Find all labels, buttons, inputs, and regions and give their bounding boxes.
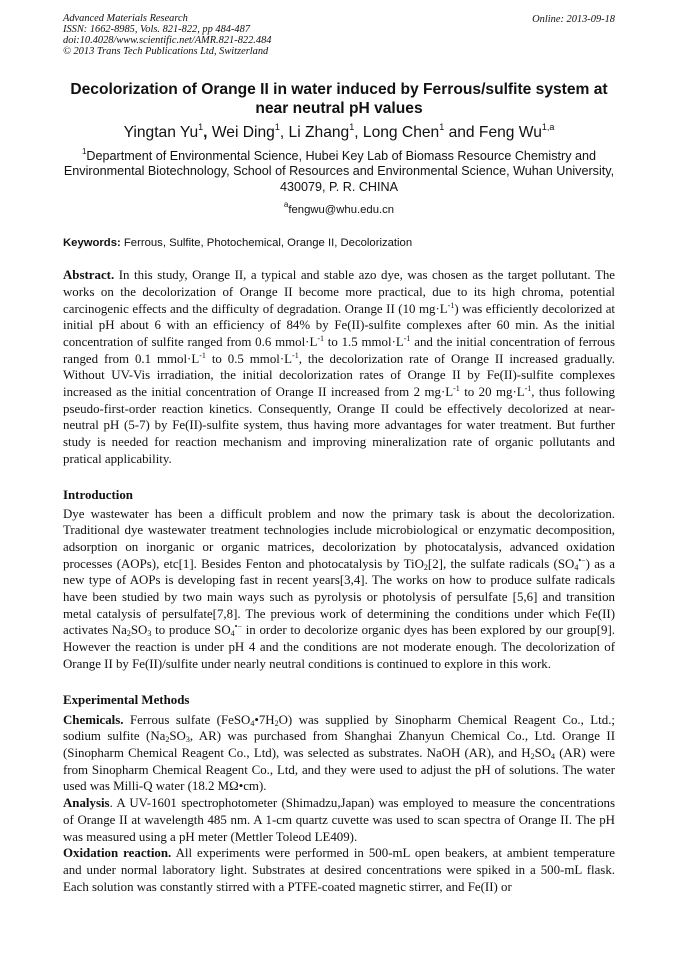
- introduction-paragraph: [63, 506, 615, 673]
- radical-mark: •−: [578, 555, 586, 565]
- email-address[interactable]: fengwu@whu.edu.cn: [288, 204, 395, 217]
- introduction-heading: Introduction: [63, 487, 133, 502]
- chemicals-text: •7H: [254, 712, 275, 727]
- author-affil-mark: 1: [349, 121, 355, 132]
- intro-text: in order to decolorize organic dyes has been explored by our group[9]. However the reaction is under pH 4 and the conditions are not moderate enough. The decolorization of Orange II by Fe(II)/sulfite under nearly neutral conditions is continued to explore in this work.: [63, 623, 615, 671]
- exponent: -1: [447, 300, 455, 310]
- exponent: -1: [199, 350, 206, 360]
- abstract-text: to 1.5 mmol·L: [324, 334, 404, 349]
- chemicals-text: O) was supplied by Sinopharm Chemical Reagent Co., Ltd.; sodium sulfite (Na: [63, 712, 616, 744]
- subscript: 2: [423, 562, 428, 572]
- abstract-text: to 20 mg·L: [459, 385, 525, 400]
- abstract-label: Abstract.: [63, 268, 115, 283]
- abstract-text: ) was efficiently decolorized at initial pH about 6 with an efficiency of 84% by Fe(II)-sulfite complexes after 60 min. As the initial concentration of sulfite ranged from 0.6 mmol·L: [63, 301, 616, 349]
- author-name: Feng Wu: [478, 123, 542, 141]
- exponent: -1: [453, 384, 460, 394]
- subscript: 2: [165, 735, 170, 745]
- author-name: Wei Ding: [211, 123, 275, 141]
- chemicals-text: (AR) were from Sinopharm Chemical Reagent Co., Ltd, and they were used to adjust the pH of solutions. The water used was Milli-Q water (18.2 MΩ•cm).: [63, 746, 616, 794]
- online-date: Online: 2013-09-18: [532, 14, 615, 25]
- author-affil-mark: 1: [274, 121, 280, 132]
- exponent: -1: [524, 384, 532, 394]
- abstract-text: In this study, Orange II, a typical and stable azo dye, was chosen as the target pollutant. The works on the decolorization of Orange II become more practical, due to its high chroma, potential carcinogenic effects and the difficulty of degradation. Orange II (10 mg·L: [63, 268, 615, 316]
- abstract-paragraph: [63, 267, 615, 467]
- subscript: 4: [250, 718, 255, 728]
- radical-mark: •−: [234, 622, 242, 632]
- chemicals-text: SO: [534, 746, 552, 760]
- paper-page: [63, 14, 615, 895]
- affiliation-mark: 1: [81, 146, 87, 156]
- chemicals-text: , AR) was purchased from Shanghai Zhanyun Chemical Co., Ltd. Orange II (Sinopharm Chemical Reagent Co., Ltd), was selected as substrates. NaOH (AR), and H: [63, 729, 615, 760]
- subscript: 4: [551, 752, 556, 761]
- exponent: -1: [317, 333, 324, 343]
- keywords-text: Ferrous, Sulfite, Photochemical, Orange II, Decolorization: [123, 237, 413, 250]
- author-affil-mark: 1,a: [541, 121, 555, 132]
- exponent: -1: [292, 350, 299, 360]
- subscript: 2: [530, 752, 535, 761]
- author-affil-mark: 1: [439, 121, 445, 132]
- chemicals-paragraph: [63, 712, 615, 796]
- intro-text: Dye wastewater has been a difficult problem and now the primary task is about the decolorization. Traditional dye wastewater treatment technologies include microbiological or enzymatic decomposition, adsorption on inorganic or organic matrices, decolorization by photocatalysis, advanced oxidation processes (AOPs), etc[1]. Besides Fenton and photocatalysis by TiO: [63, 506, 615, 571]
- email-mark: a: [283, 200, 289, 210]
- subscript: 4: [574, 562, 579, 572]
- abstract-text: , the decolorization rate of Orange II increased gradually. Without UV-Vis irradiation, the initial decolorization rates of Orange II by Fe(II)-sulfite complexes increased as the initial concentration of Orange II increased from 2 mg·L: [63, 351, 615, 400]
- analysis-text: . A UV-1601 spectrophotometer (Shimadzu,Japan) was employed to measure the concentrations of Orange II at wavelength 485 nm. A 1-cm quartz cuvette was used to scan spectra of Orange II. The pH was measured using a pH meter (Mettler Toleod LE409).: [63, 796, 615, 844]
- author-affil-mark: 1: [198, 121, 204, 132]
- analysis-label: Analysis: [63, 796, 110, 811]
- oxidation-paragraph: [63, 845, 615, 895]
- affiliation: [63, 146, 615, 196]
- author-email: [63, 200, 615, 217]
- intro-text: [2], the sulfate radicals (SO: [427, 556, 575, 571]
- oxidation-text: All experiments were performed in 500-mL open beakers, at ambient temperature and under normal laboratory light. Substrates at desired concentrations were spiked in a 500-mL flask. Each solution was constantly stirred with a PTFE-coated magnetic stirrer, and Fe(II) or: [63, 846, 615, 894]
- intro-text: SO: [130, 623, 148, 638]
- copyright-line: © 2013 Trans Tech Publications Ltd, Switzerland: [63, 45, 269, 57]
- paper-title: Decolorization of Orange II in water induced by Ferrous/sulfite system at near neutral pH values: [70, 80, 608, 117]
- doi-line[interactable]: doi:10.4028/www.scientific.net/AMR.821-822.484: [63, 34, 272, 46]
- intro-text: ) as a new type of AOPs is developing fast in recent years[3,4]. The works on how to produce sulfate radicals have been studied by two main ways such as pyrolysis or photolysis of persulfate [5,6] and transition metal catalysis of persulfate[7,8]. The previous work of determining the conditions under which Fe(II) activates Na: [63, 556, 616, 638]
- subscript: 3: [185, 735, 190, 745]
- exponent: -1: [403, 333, 411, 343]
- running-header: [63, 14, 615, 58]
- chemicals-text: Ferrous sulfate (FeSO: [123, 712, 251, 727]
- abstract-text: to 0.5 mmol·L: [205, 351, 293, 366]
- abstract-text: and the initial concentration of ferrous ranged from 0.1 mmol·L: [63, 334, 615, 366]
- journal-name: Advanced Materials Research: [63, 13, 188, 24]
- author-name: Yingtan Yu: [123, 123, 199, 141]
- affiliation-text: Department of Environmental Science, Hubei Key Lab of Biomass Resource Chemistry and Environmental Biotechnology, School of Resources and Environmental Science, Wuhan University, 430079, P. R. CHINA: [63, 148, 615, 194]
- subscript: 3: [147, 629, 152, 639]
- experimental-heading: Experimental Methods: [63, 692, 190, 707]
- subscript: 2: [126, 629, 131, 639]
- oxidation-label: Oxidation reaction.: [63, 846, 172, 861]
- author-list: Yingtan Yu$^1$, Wei Ding$^1$, Li Zhang$^1$, Long Chen$^1$ and Feng Wu$^{1,a}$: [123, 121, 555, 141]
- keywords: [63, 236, 615, 250]
- subscript: 4: [230, 629, 235, 639]
- subscript: 2: [274, 718, 279, 728]
- analysis-paragraph: [63, 795, 615, 845]
- chemicals-text: SO: [169, 729, 186, 744]
- chemicals-label: Chemicals.: [63, 712, 124, 727]
- author-name: Li Zhang: [288, 123, 350, 141]
- author-name: Long Chen: [362, 123, 440, 141]
- abstract-text: , thus following pseudo-first-order reaction kinetics. Consequently, Orange II could be effectively decolorized at near-neutral pH (5-7) by Fe(II)-sulfite system, thus having more advantages for water treatment. But further study is needed for reaction mechanism and improving mineralization rate of organic pollutants and pratical applicability.: [63, 385, 615, 466]
- issn-line: ISSN: 1662-8985, Vols. 821-822, pp 484-487: [63, 23, 251, 35]
- keywords-label: Keywords:: [63, 237, 121, 250]
- intro-text: to produce SO: [151, 623, 231, 638]
